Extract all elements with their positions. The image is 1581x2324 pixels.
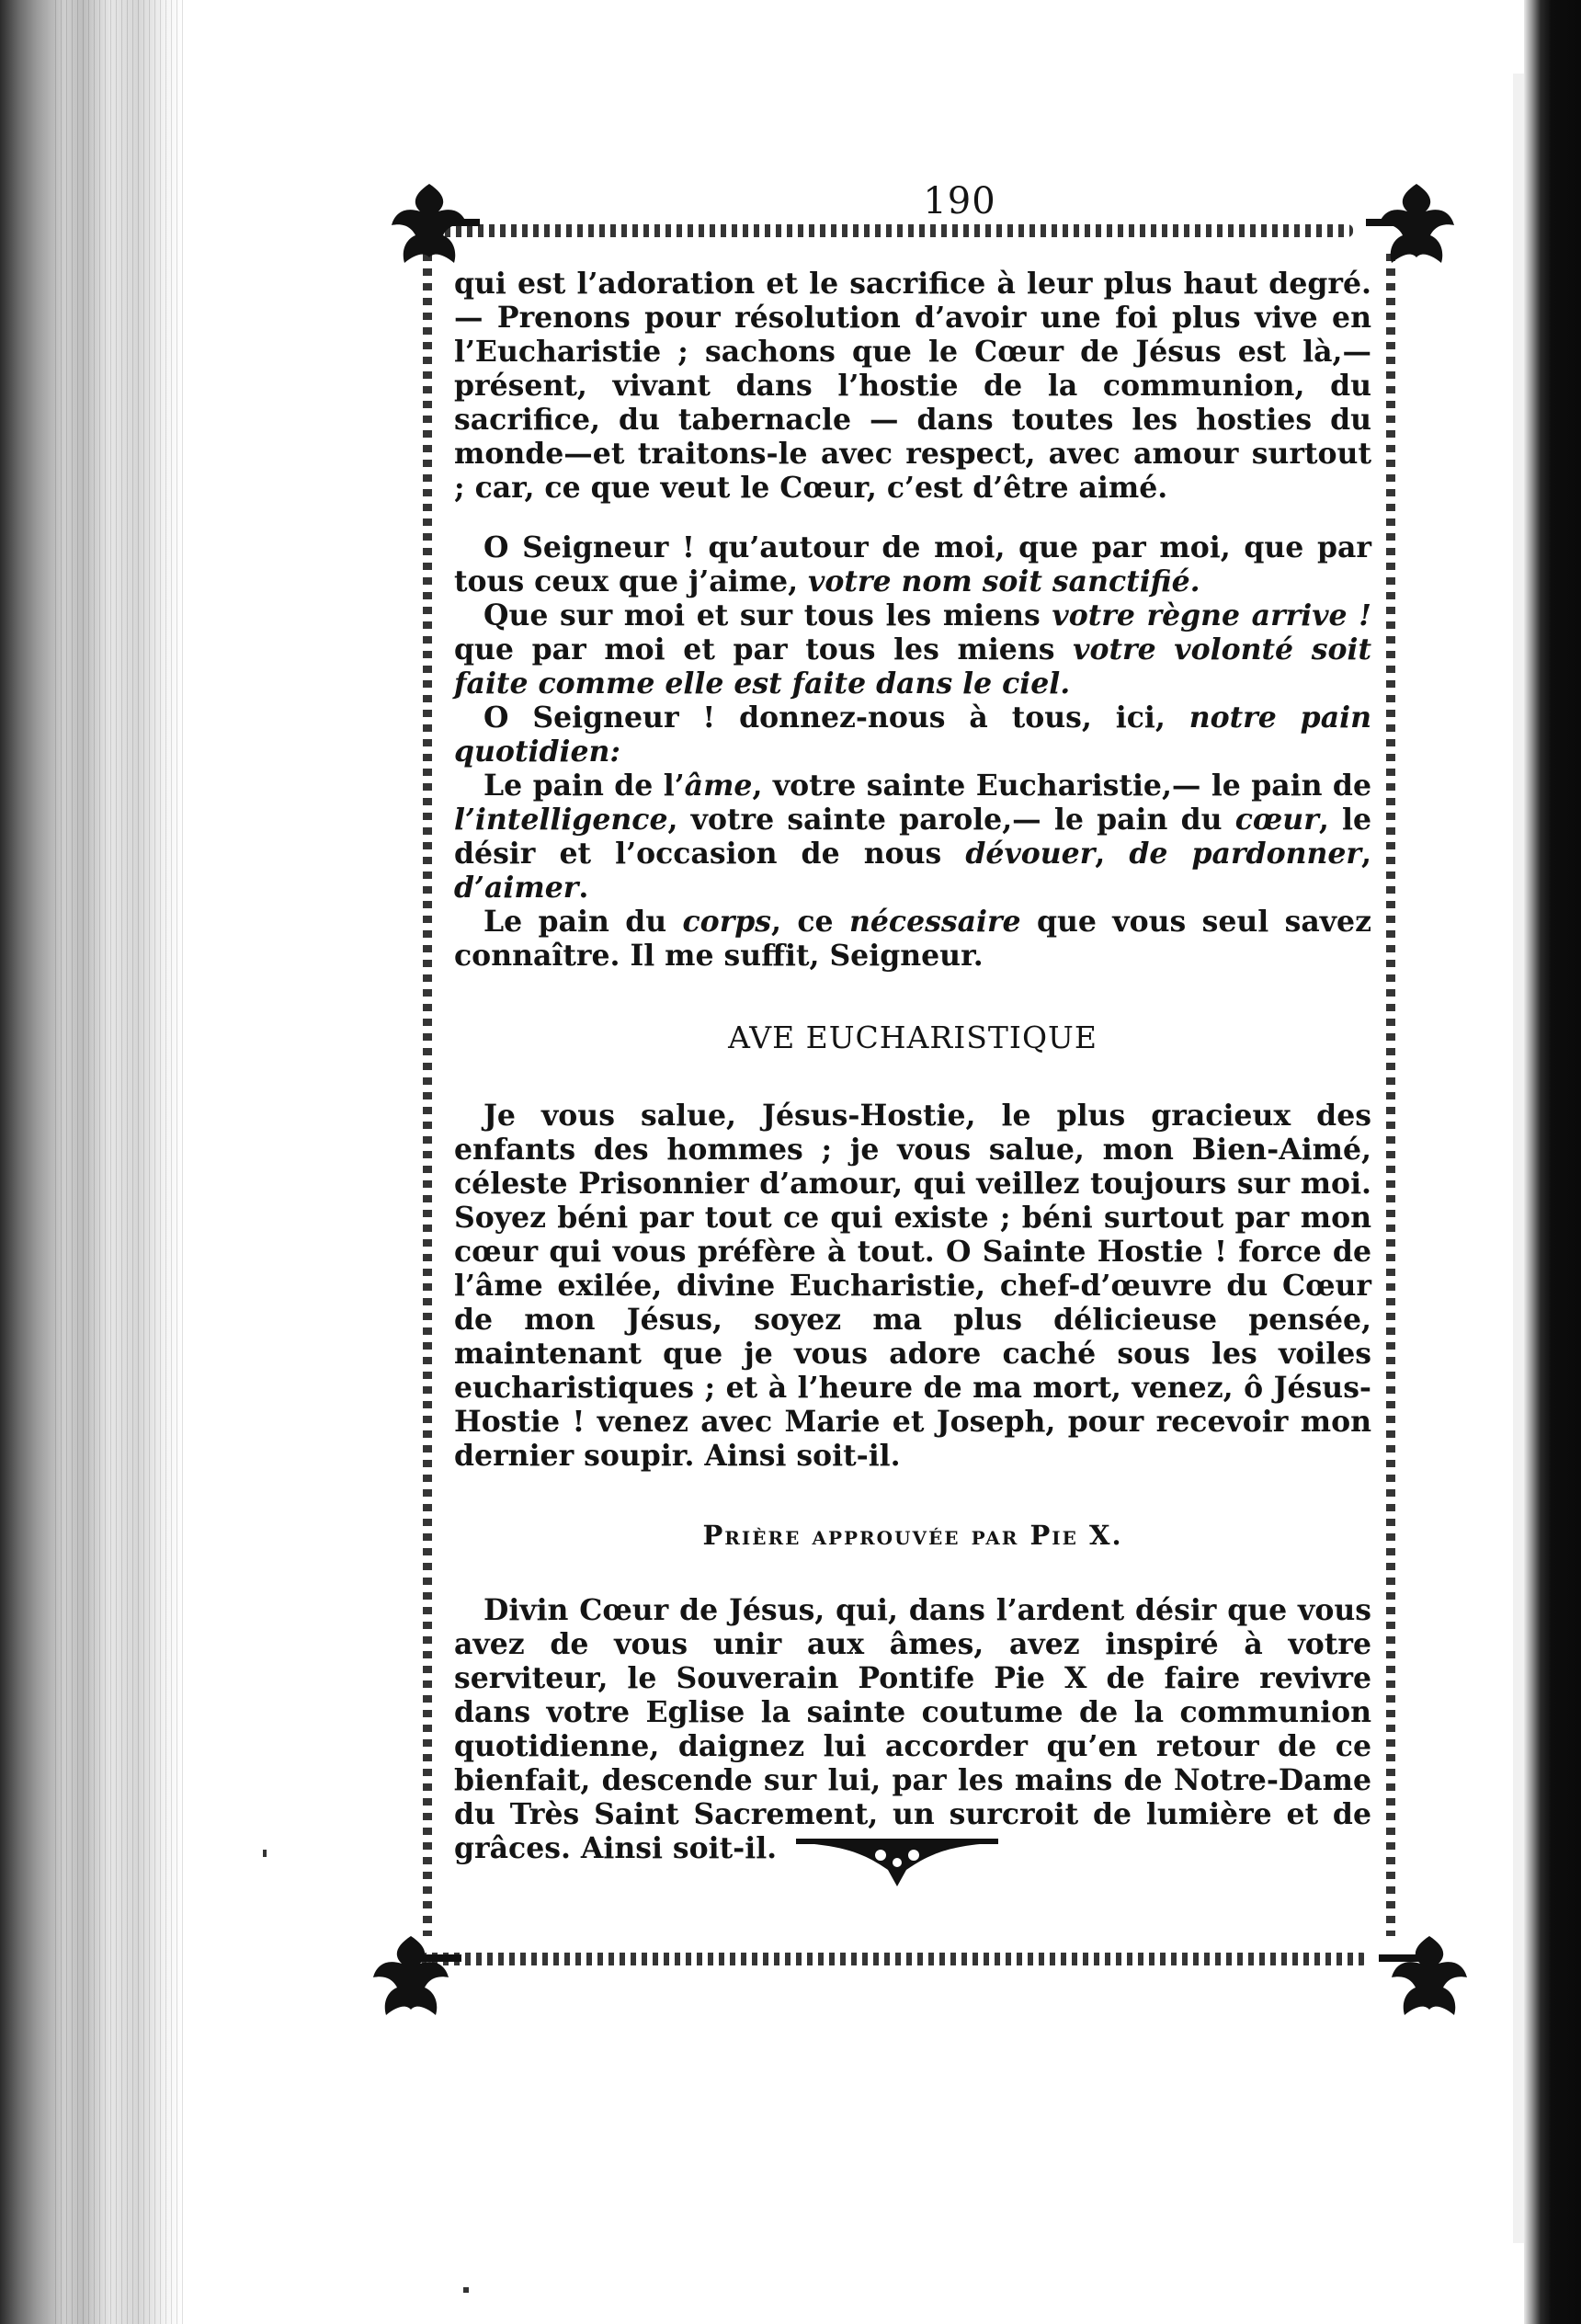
text-run: O Seigneur ! qu’autour de moi, que par moi, que par tous ceux que j’aime,	[454, 530, 1371, 598]
text-run: que par moi et par tous les miens	[454, 632, 1074, 666]
italic-run: votre nom soit sanctifié.	[808, 564, 1200, 598]
text-run: , le désir et l’occasion de nous	[454, 803, 1371, 871]
ave-paragraph: Je vous salue, Jésus-Hostie, le plus gracieux des enfants des hommes ; je vous salue, mon Bien-Aimé, céleste Prisonnier d’amour, qui veillez toujours sur moi. Soyez béni par tout ce qui existe ; béni surtout par mon cœur qui vous préfère à tout. O Sainte Hostie ! force de l’âme exilée, divine Eucharistie, chef-d’œuvre du Cœur de mon Jésus, soyez ma plus délicieuse pensée, maintenant que je vous adore caché sous les voiles eucharistiques ; et à l’heure de ma mort, venez, ô Jésus-Hostie ! venez avec Marie et Joseph, pour recevoir mon dernier soupir. Ainsi soit-il.	[454, 1099, 1371, 1473]
page-number: 190	[923, 180, 996, 222]
italic-run: l’intelligence	[454, 803, 668, 837]
priere-paragraph: Divin Cœur de Jésus, qui, dans l’ardent désir que vous avez de vous unir aux âmes, avez inspiré à votre serviteur, le Souverain Pontife Pie X de faire revivre dans votre Eglise la sainte coutume de la communion quotidienne, daignez lui accorder qu’en retour de ce bienfait, descende sur lui, par les mains de Notre-Dame du Très Saint Sacrement, un surcroit de lumière et de grâces. Ainsi soit-il.	[454, 1593, 1371, 1865]
text-run: ,	[1095, 837, 1130, 871]
frame-left-border	[423, 254, 432, 1936]
italic-run: votre règne arrive !	[1052, 598, 1372, 632]
text-run: , votre sainte Eucharistie,— le pain de	[752, 769, 1371, 803]
italic-run: votre volonté soit faite comme elle est faite dans le ciel.	[454, 632, 1372, 701]
frame-bottom-border	[421, 1953, 1368, 1965]
italic-run: dévouer	[965, 837, 1096, 871]
italic-run: corps	[682, 905, 772, 939]
frame-top-border	[434, 224, 1353, 237]
scan-speck	[463, 2287, 469, 2293]
frame-right-border	[1386, 254, 1395, 1936]
italic-run: d’aimer	[454, 871, 579, 905]
prayer-line-1	[454, 530, 1371, 598]
text-run: , votre sainte parole,— le pain du	[667, 803, 1235, 837]
text-run: que vous seul savez connaître. Il me suffit, Seigneur.	[454, 905, 1371, 973]
scan-speck	[263, 1850, 267, 1857]
corner-leaf-ornament-icon	[360, 1927, 461, 2028]
italic-run: cœur	[1234, 803, 1319, 837]
prayer-line-3	[454, 701, 1371, 769]
next-page-strip	[1513, 74, 1524, 2243]
corner-leaf-ornament-icon	[379, 175, 480, 276]
section-heading-priere: Prière approuvée par Pie X.	[702, 1520, 1123, 1551]
text-run: Le pain du	[483, 905, 683, 939]
italic-run: de pardonner	[1129, 837, 1362, 871]
scan-dark-edge	[1524, 0, 1581, 2324]
prayer-line-2	[454, 598, 1371, 701]
italic-run: notre pain quotidien:	[454, 701, 1371, 769]
text-run: , ce	[771, 905, 849, 939]
text-run: ,	[1361, 837, 1371, 871]
italic-run: âme	[684, 769, 753, 803]
intro-paragraph: qui est l’adoration et le sacrifice à leur plus haut degré.— Prenons pour résolution d’avoir une foi plus vive en l’Eucharistie ; sachons que le Cœur de Jésus est là,— présent, vivant dans l’hostie de la communion, du sacrifice, du tabernacle — dans toutes les hosties du monde—et traitons-le avec respect, avec amour surtout ; car, ce que veut le Cœur, c’est d’être aimé.	[454, 267, 1371, 505]
italic-run: nécessaire	[848, 905, 1021, 939]
prayer-line-5	[454, 905, 1371, 973]
tailpiece-ornament-icon	[796, 1829, 998, 1890]
text-run: O Seigneur ! donnez-nous à tous, ici,	[483, 701, 1189, 735]
corner-leaf-ornament-icon	[1379, 1927, 1480, 2028]
text-run: Le pain de l’	[483, 769, 685, 803]
section-heading-ave-eucharistique: AVE EUCHARISTIQUE	[728, 1020, 1098, 1055]
text-run: .	[578, 871, 589, 905]
prayer-line-4	[454, 769, 1371, 905]
page-text	[454, 267, 1371, 1865]
page-edges	[55, 0, 184, 2324]
corner-leaf-ornament-icon	[1366, 175, 1467, 276]
text-run: Que sur moi et sur tous les miens	[483, 598, 1052, 632]
